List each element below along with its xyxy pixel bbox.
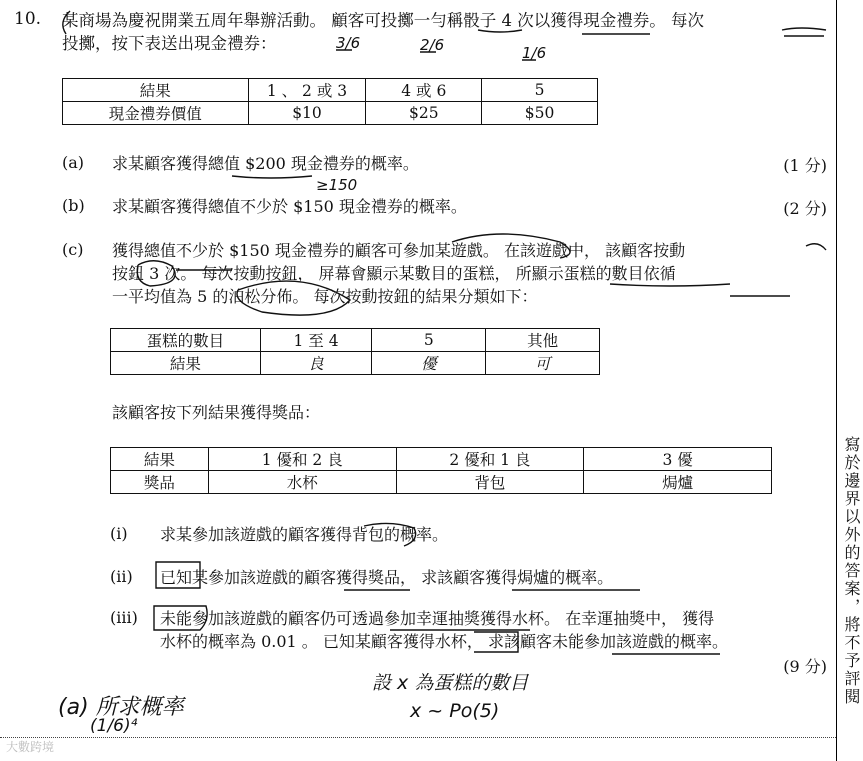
handwritten-let-x: 設 x 為蛋糕的數目 xyxy=(372,672,529,694)
sub-i-text: 求某參加該遊戲的顧客獲得背包的概率。 xyxy=(160,525,449,544)
sub-ii-label: (ii) xyxy=(110,567,133,586)
part-b-marks: (2 分) xyxy=(783,199,827,218)
part-c-marks: (9 分) xyxy=(783,657,827,676)
handwritten-ge-150: ≥150 xyxy=(316,176,358,194)
cake-table-cell: 優 xyxy=(372,352,486,375)
sub-iii-label: (iii) xyxy=(110,608,138,627)
voucher-table-header-cell: 1 、 2 或 3 xyxy=(248,79,366,102)
prize-table-header-cell: 1 優和 2 良 xyxy=(208,448,396,471)
part-a-marks: (1 分) xyxy=(783,156,827,175)
cake-table-header-cell: 其他 xyxy=(486,329,600,352)
part-c-line-3: 一平均值為 5 的泊松分佈。 每次按動按鈕的結果分類如下： xyxy=(112,287,538,306)
part-c-label: (c) xyxy=(62,240,84,259)
cake-outcome-table xyxy=(110,328,600,375)
part-c-line-2: 按鈕 3 次。 每次按動按鈕， 屏幕會顯示某數目的蛋糕， 所顯示蛋糕的數目依循 xyxy=(112,264,676,283)
cake-table-cell: 可 xyxy=(486,352,600,375)
question-number: 10. xyxy=(14,9,42,29)
cake-table-cell: 良 xyxy=(260,352,372,375)
part-a-label: (a) xyxy=(62,153,85,172)
handwritten-distribution: x ~ Po(5) xyxy=(410,700,500,722)
handwritten-fraction-3-6: 3/6 xyxy=(336,34,361,52)
prize-table-row-label: 獎品 xyxy=(111,471,209,494)
voucher-table-header-cell: 4 或 6 xyxy=(366,79,482,102)
voucher-table xyxy=(62,78,598,125)
annotation-mark xyxy=(806,244,826,250)
prize-table-header-label: 結果 xyxy=(111,448,209,471)
stem-line-2: 投擲，按下表送出現金禮券： xyxy=(62,34,277,53)
part-b-label: (b) xyxy=(62,196,85,215)
sub-i-label: (i) xyxy=(110,524,128,543)
cake-table-row-label: 結果 xyxy=(111,352,261,375)
prize-intro: 該顧客按下列結果獲得獎品： xyxy=(112,403,321,422)
prize-table-cell: 背包 xyxy=(396,471,584,494)
annotation-underline xyxy=(232,176,312,178)
annotation-underline xyxy=(610,284,790,296)
watermark: 大數跨境 xyxy=(6,740,55,754)
cake-table-header-cell: 1 至 4 xyxy=(260,329,372,352)
handwritten-fraction-1-6: 1/6 xyxy=(522,44,547,62)
prize-table xyxy=(110,447,772,494)
handwritten-answer-a: (a) 所求概率 xyxy=(58,695,184,720)
voucher-table-cell: $10 xyxy=(248,102,366,125)
sub-iii-line-1: 未能參加該遊戲的顧客仍可透過參加幸運抽獎獲得水杯。 在幸運抽獎中， 獲得 xyxy=(160,609,715,628)
voucher-table-header-label: 結果 xyxy=(63,79,249,102)
voucher-table-header-cell: 5 xyxy=(482,79,598,102)
voucher-table-cell: $25 xyxy=(366,102,482,125)
prize-table-header-cell: 3 優 xyxy=(584,448,772,471)
margin-rule xyxy=(836,0,837,761)
handwritten-answer-a-value: (1/6)⁴ xyxy=(90,716,138,736)
sub-ii-text: 已知某參加該遊戲的顧客獲得獎品， 求該顧客獲得焗爐的概率。 xyxy=(160,568,614,587)
part-c-line-1: 獲得總值不少於 $150 現金禮券的顧客可參加某遊戲。 在該遊戲中， 該顧客按動 xyxy=(112,241,686,260)
prize-table-cell: 水杯 xyxy=(208,471,396,494)
voucher-table-cell: $50 xyxy=(482,102,598,125)
sub-iii-line-2: 水杯的概率為 0.01 。 已知某顧客獲得水杯， 求該顧客未能參加該遊戲的概率。 xyxy=(160,632,728,651)
part-b-text: 求某顧客獲得總值不少於 $150 現金禮券的概率。 xyxy=(112,197,467,216)
cake-table-header-cell: 5 xyxy=(372,329,486,352)
answer-dotted-line xyxy=(0,737,836,738)
voucher-table-row-label: 現金禮券價值 xyxy=(63,102,249,125)
margin-warning: 寫於邊界以外的答案，將不予評閱 xyxy=(842,436,861,706)
part-a-text: 求某顧客獲得總值 $200 現金禮券的概率。 xyxy=(112,154,419,173)
handwritten-fraction-2-6: 2/6 xyxy=(420,36,445,54)
cake-table-header-label: 蛋糕的數目 xyxy=(111,329,261,352)
stem-line-1: 某商場為慶祝開業五周年舉辦活動。 顧客可投擲一勻稱骰子 4 次以獲得現金禮券。 每次 xyxy=(62,11,704,30)
prize-table-header-cell: 2 優和 1 良 xyxy=(396,448,584,471)
prize-table-cell: 焗爐 xyxy=(584,471,772,494)
